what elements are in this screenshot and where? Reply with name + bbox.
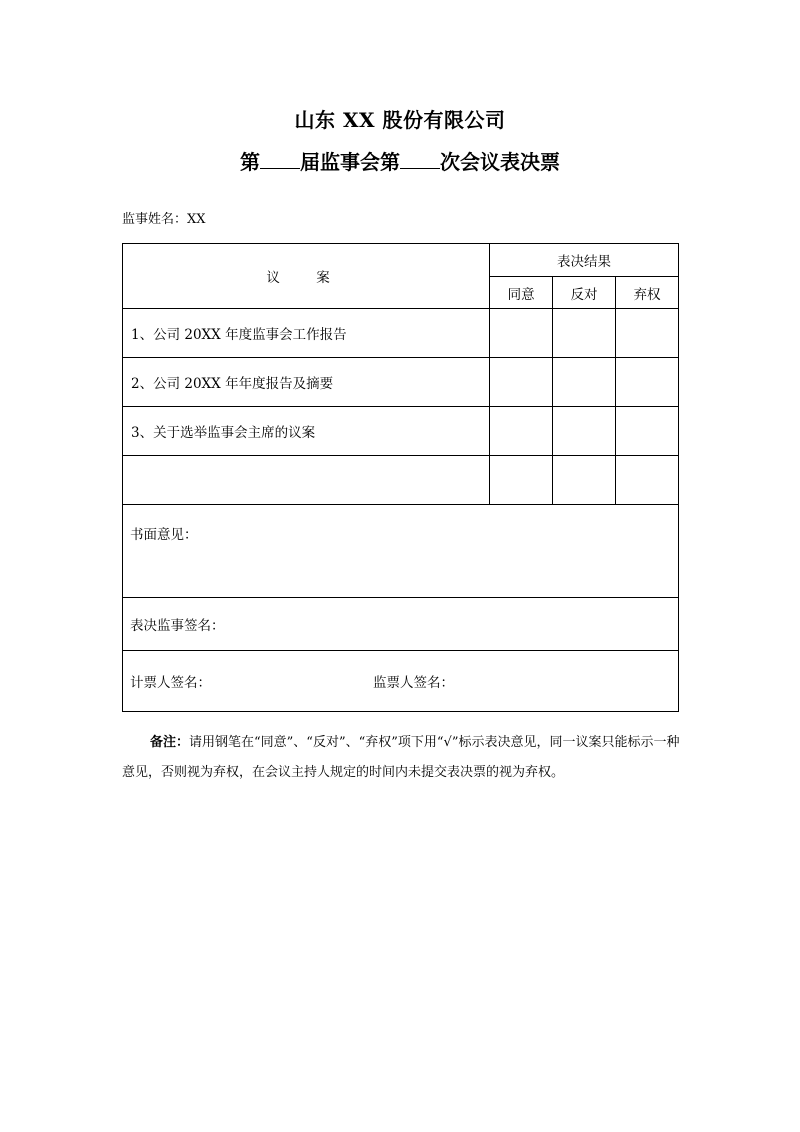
subtitle-part3: 次会议表决票 <box>440 150 560 174</box>
option-abstain-header: 弃权 <box>616 277 679 309</box>
result-header: 表决结果 <box>490 244 679 277</box>
remark-label: 备注： <box>150 735 190 750</box>
written-opinion-row <box>123 505 679 598</box>
motion-1: 1、公司 20XX 年度监事会工作报告 <box>123 309 490 358</box>
vote-cell-agree[interactable] <box>490 456 553 505</box>
vote-cell-oppose[interactable] <box>553 358 616 407</box>
subtitle-part1: 第 <box>240 150 260 174</box>
supervisor-name-label: 监事姓名：XX <box>122 212 206 227</box>
counter-signature-label: 计票人签名： <box>130 675 211 691</box>
voter-signature-field[interactable] <box>123 598 679 651</box>
subtitle-part2: 届监事会第 <box>300 150 400 174</box>
motion-header: 议 案 <box>123 244 490 309</box>
vote-cell-abstain[interactable] <box>616 309 679 358</box>
counter-signature-row <box>123 651 679 712</box>
vote-cell-oppose[interactable] <box>553 407 616 456</box>
table-header-row <box>123 244 679 277</box>
vote-cell-agree[interactable] <box>490 358 553 407</box>
table-row <box>123 358 679 407</box>
vote-cell-abstain[interactable] <box>616 456 679 505</box>
option-oppose-header: 反对 <box>553 277 616 309</box>
table-row <box>123 309 679 358</box>
motion-3: 3、关于选举监事会主席的议案 <box>123 407 490 456</box>
monitor-signature-label: 监票人签名： <box>373 675 454 691</box>
vote-cell-oppose[interactable] <box>553 456 616 505</box>
meeting-number-blank[interactable] <box>400 150 440 169</box>
company-title: 山东 XX 股份有限公司 <box>294 108 506 132</box>
option-agree-header: 同意 <box>490 277 553 309</box>
voter-signature-label: 表决监事签名： <box>130 618 225 634</box>
session-number-blank[interactable] <box>260 150 300 169</box>
table-row <box>123 456 679 505</box>
voter-signature-row <box>123 598 679 651</box>
written-opinion-label: 书面意见： <box>130 527 198 543</box>
vote-cell-abstain[interactable] <box>616 358 679 407</box>
motion-4-empty <box>123 456 490 505</box>
counter-signature-field[interactable] <box>123 651 679 712</box>
written-opinion-field[interactable] <box>123 505 679 598</box>
vote-cell-agree[interactable] <box>490 407 553 456</box>
vote-cell-agree[interactable] <box>490 309 553 358</box>
table-row <box>123 407 679 456</box>
vote-cell-oppose[interactable] <box>553 309 616 358</box>
remark-text: 请用钢笔在“同意”、“反对”、“弃权”项下用“√”标示表决意见，同一议案只能标示一种意见，否则视为弃权，在会议主持人规定的时间内未提交表决票的视为弃权。 <box>122 735 680 780</box>
voting-table <box>122 243 679 712</box>
remark-note <box>122 728 682 788</box>
motion-2: 2、公司 20XX 年年度报告及摘要 <box>123 358 490 407</box>
ballot-subtitle <box>0 146 800 175</box>
vote-cell-abstain[interactable] <box>616 407 679 456</box>
